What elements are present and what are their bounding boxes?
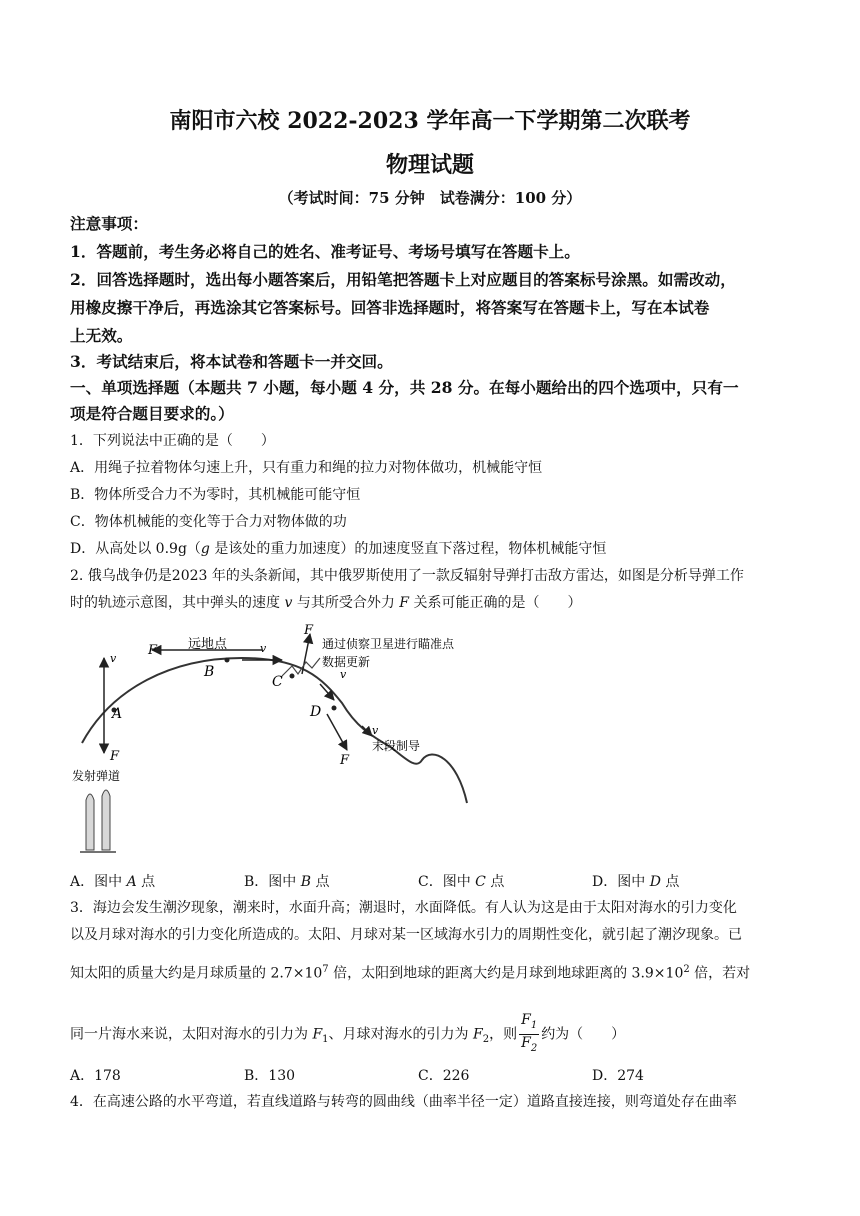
- q3-line-1: 3．海边会发生潮汐现象，潮来时，水面升高；潮退时，水面降低。有人认为这是由于太阳对海水的引力变化: [70, 900, 737, 916]
- exam-title: 南阳市六校 2022-2023 学年高一下学期第二次联考: [169, 108, 691, 134]
- label-terminal-guidance: 末段制导: [372, 739, 421, 753]
- q2-option-a: A．图中 A 点: [70, 874, 156, 890]
- label-v-d: v: [372, 724, 379, 737]
- q1-option-a: A．用绳子拉着物体匀速上升，只有重力和绳的拉力对物体做功，机械能守恒: [70, 460, 543, 476]
- label-point-c: C: [272, 674, 283, 690]
- label-v-b: v: [260, 642, 267, 655]
- q3-line-4: 同一片海水来说，太阳对海水的引力为 $F_1$、月球对海水的引力为 $F_2$，则 $\frac{F_1}{F_2}$ 约为（ ）: [70, 1012, 795, 1057]
- missile-trajectory-figure: [72, 618, 492, 863]
- section-1-line-2: 项是符合题目要求的。）: [70, 404, 234, 423]
- q3-option-b: B．130: [244, 1068, 296, 1084]
- label-point-a: A: [112, 706, 123, 722]
- exam-subject: 物理试题: [385, 152, 474, 178]
- force-arrow-c: [302, 634, 310, 674]
- section-1-line-1: 一、单项选择题（本题共 7 小题，每小题 4 分，共 28 分。在每小题给出的四个选项中，只有一: [70, 378, 739, 397]
- q3-line-2: 以及月球对海水的引力变化所造成的。太阳、月球对某一区域海水引力的周期性变化，就引起了潮汐现象。已: [70, 927, 742, 943]
- q1-stem: 1．下列说法中正确的是（ ）: [70, 433, 275, 449]
- exam-info: （考试时间：75 分钟 试卷满分：100 分）: [278, 189, 582, 207]
- force-arrow-d: [327, 714, 347, 750]
- label-data-update: 数据更新: [322, 655, 371, 669]
- label-point-b: B: [204, 664, 215, 680]
- q2-line-2: 时的轨迹示意图，其中弹头的速度 v 与其所受合外力 F 关系可能正确的是（ ）: [70, 595, 582, 611]
- label-point-d: D: [310, 704, 322, 720]
- label-launch-trajectory: 发射弹道: [72, 769, 121, 783]
- label-satellite-aim: 通过侦察卫星进行瞄准点: [322, 637, 455, 651]
- q3-option-c: C．226: [418, 1068, 470, 1084]
- q3-option-a: A．178: [70, 1068, 121, 1084]
- notes-heading: 注意事项：: [70, 214, 148, 233]
- force-ratio-fraction: $\frac{F_1}{F_2}$: [521, 1012, 538, 1054]
- q2-option-d: D．图中 D 点: [592, 874, 680, 890]
- q3-line-3: 知太阳的质量大约是月球质量的 $2.7\times 10^7$ 倍，太阳到地球的距离大约是月球到地球距离的 $3.9\times 10^2$ 倍，若对: [70, 964, 751, 982]
- q2-option-c: C．图中 C 点: [418, 874, 505, 890]
- q2-option-b: B．图中 B 点: [244, 874, 330, 890]
- q1-option-d: D．从高处以 0.9g（g 是该处的重力加速度）的加速度竖直下落过程，物体机械能守恒: [70, 541, 607, 557]
- notes-item-2-line-2: 用橡皮擦干净后，再选涂其它答案标号。回答非选择题时，将答案写在答题卡上，写在本试卷: [70, 298, 710, 317]
- velocity-arrow-d: [362, 726, 372, 736]
- q1-option-c: C．物体机械能的变化等于合力对物体做的功: [70, 514, 347, 530]
- q2-line-1: 2. 俄乌战争仍是2023 年的头条新闻，其中俄罗斯使用了一款反辐射导弹打击敌方雷达，如图是分析导弹工作: [70, 568, 744, 584]
- notes-item-2-line-3: 上无效。: [70, 326, 133, 345]
- label-f-b: F: [148, 643, 158, 658]
- label-f-c: F: [304, 623, 314, 638]
- q1-option-b: B．物体所受合力不为零时，其机械能可能守恒: [70, 487, 361, 503]
- label-v-c: v: [340, 668, 347, 681]
- missile-icon: [80, 790, 116, 852]
- q3-option-d: D．274: [592, 1068, 644, 1084]
- label-v-a: v: [110, 652, 117, 665]
- satellite-signal-zigzag: [282, 658, 320, 676]
- notes-item-2-line-1: 2．回答选择题时，选出每小题答案后，用铅笔把答题卡上对应题目的答案标号涂黑。如需改动，: [70, 270, 736, 289]
- notes-item-3: 3．考试结束后，将本试卷和答题卡一并交回。: [70, 352, 393, 371]
- notes-item-1: 1．答题前，考生务必将自己的姓名、准考证号、考场号填写在答题卡上。: [70, 242, 580, 261]
- label-f-a: F: [110, 749, 120, 764]
- q4-line-1: 4．在高速公路的水平弯道，若直线道路与转弯的圆曲线（曲率半径一定）道路直接连接，则弯道处存在曲率: [70, 1094, 737, 1110]
- label-apogee: 远地点: [188, 637, 228, 652]
- label-f-d: F: [340, 753, 350, 768]
